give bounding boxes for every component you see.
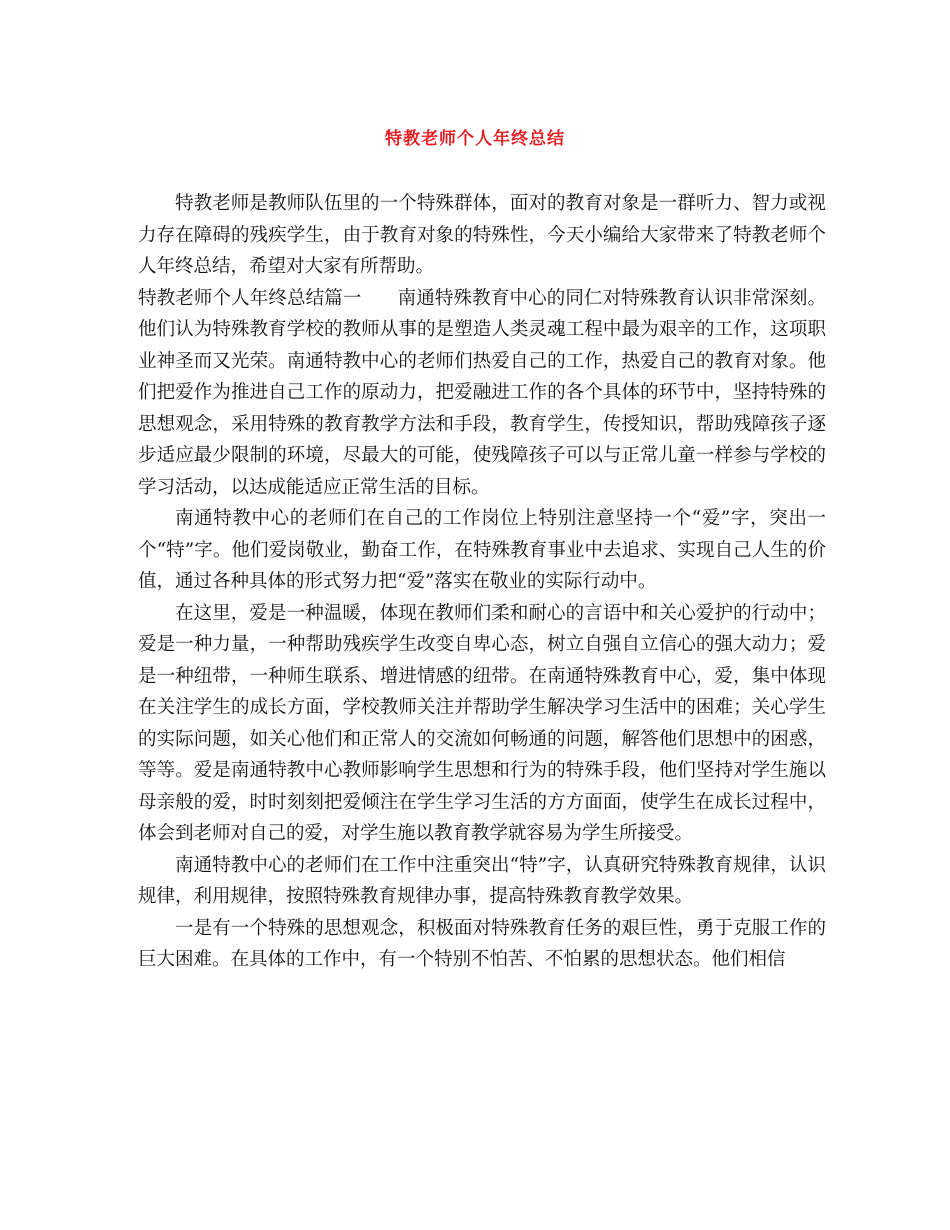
section-heading: 特教老师个人年终总结篇一 (138, 287, 362, 309)
paragraph-2: 南通特教中心的老师们在自己的工作岗位上特别注意坚持一个“爱”字，突出一个“特”字。他们爱岗敬业，勤奋工作，在特殊教育事业中去追求、实现自己人生的价值，通过各种具体的形式努力把“爱”落实在敬业的实际行动中。 (138, 508, 826, 592)
document-title: 特教老师个人年终总结 (385, 129, 565, 149)
intro-paragraph: 特教老师是教师队伍里的一个特殊群体，面对的教育对象是一群听力、智力或视力存在障碍的残疾学生，由于教育对象的特殊性，今天小编给大家带来了特教老师个人年终总结，希望对大家有所帮助。 (138, 193, 826, 277)
paragraph-3: 在这里，爱是一种温暖，体现在教师们柔和耐心的言语中和关心爱护的行动中；爱是一种力量，一种帮助残疾学生改变自卑心态，树立自强自立信心的强大动力；爱是一种纽带，一种师生联系、增进情感的纽带。在南通特殊教育中心，爱，集中体现在关注学生的成长方面，学校教师关注并帮助学生解决学习生活中的困难；关心学生的实际问题，如关心他们和正常人的交流如何畅通的问题，解答他们思想中的困惑，等等。爱是南通特教中心教师影响学生思想和行为的特殊手段，他们坚持对学生施以母亲般的爱，时时刻刻把爱倾注在学生学习生活的方方面面，使学生在成长过程中，体会到老师对自己的爱，对学生施以教育教学就容易为学生所接受。 (138, 602, 826, 844)
paragraph-5: 一是有一个特殊的思想观念，积极面对特殊教育任务的艰巨性，勇于克服工作的巨大困难。在具体的工作中，有一个特别不怕苦、不怕累的思想状态。他们相信 (138, 917, 826, 970)
section-paragraph (138, 283, 826, 504)
section-first-text: 南通特殊教育中心的同仁对特殊教育认识非常深刻。他们认为特殊教育学校的教师从事的是塑造人类灵魂工程中最为艰辛的工作，这项职业神圣而又光荣。南通特教中心的老师们热爱自己的工作，热爱自己的教育对象。他们把爱作为推进自己工作的原动力，把爱融进工作的各个具体的环节中，坚持特殊的思想观念，采用特殊的教育教学方法和手段，教育学生，传授知识，帮助残障孩子逐步适应最少限制的环境，尽最大的可能，使残障孩子可以与正常儿童一样参与学校的学习活动，以达成能适应正常生活的目标。 (138, 287, 826, 498)
paragraph-4: 南通特教中心的老师们在工作中注重突出“特”字，认真研究特殊教育规律，认识规律，利用规律，按照特殊教育规律办事，提高特殊教育教学效果。 (138, 854, 826, 907)
document-body (138, 188, 826, 976)
